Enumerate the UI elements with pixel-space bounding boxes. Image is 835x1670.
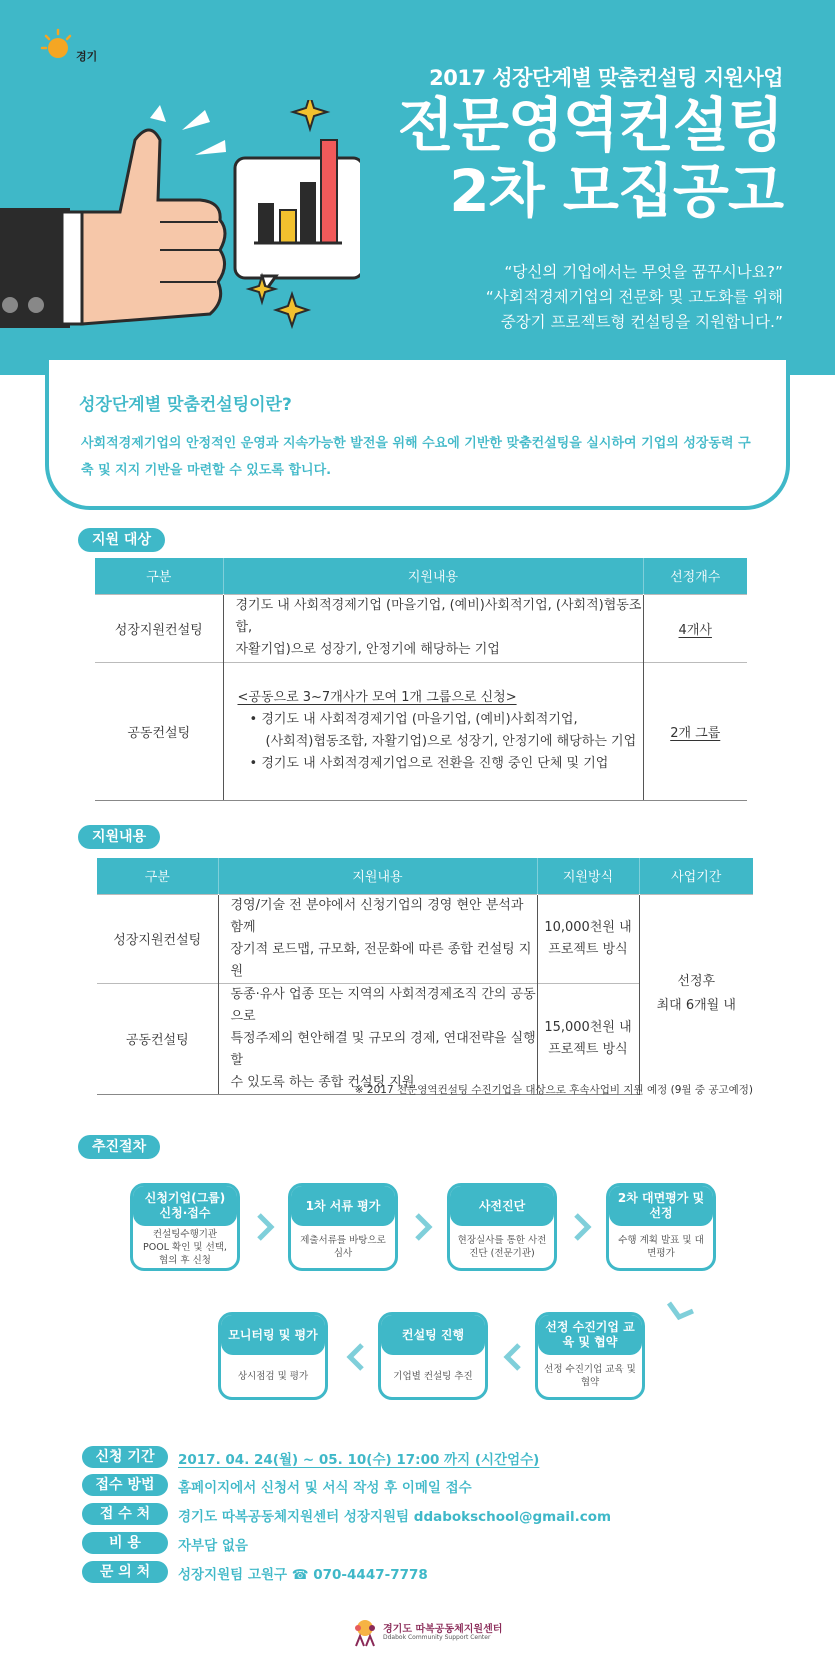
period-line: 선정후 (677, 974, 716, 990)
content-table (97, 858, 753, 1095)
hero-subtitle: 2017 성장단계별 맞춤컨설팅 지원사업 (429, 66, 783, 90)
row-count (643, 594, 747, 662)
bar-3 (300, 182, 316, 243)
hero-quote (486, 260, 783, 335)
step-desc: 현장실사를 통한 사전진단 (전문기관) (457, 1235, 547, 1259)
step-title: 신청기업(그룹) 신청·접수 (133, 1186, 237, 1226)
footer-org-name-en: Ddabok Community Support Center (383, 1634, 491, 1641)
process-step-5 (535, 1312, 645, 1400)
hero-title-line2: 2차 모집공고 (449, 157, 783, 225)
step-desc: 수행 계획 발표 및 대면평가 (618, 1235, 704, 1259)
chart-bubble (235, 158, 360, 278)
chevron-right-icon (571, 1212, 593, 1242)
chevron-left-icon (345, 1342, 367, 1372)
chevron-down-left-icon (666, 1300, 696, 1322)
step-title: 모니터링 및 평가 (221, 1315, 325, 1355)
target-table (95, 558, 747, 801)
logo-text: 경기 (76, 50, 98, 63)
bullet-item: • 경기도 내 사회적경제기업으로 전환을 진행 중인 단체 및 기업 (249, 756, 609, 771)
step-title: 선정 수진기업 교육 및 협약 (538, 1315, 642, 1355)
info-value: 성장지원팀 고원구 ☎ 070-4447-7778 (178, 1567, 428, 1583)
column-header: 지원내용 (223, 558, 643, 594)
info-label: 문 의 처 (82, 1561, 168, 1583)
content-line: 수 있도록 하는 종합 컨설팅 지원 (230, 1074, 415, 1090)
bullet-text-cont: (사회적)협동조합, 자활기업)으로 성장기, 안정기에 해당하는 기업 (265, 734, 637, 749)
info-value: 자부담 없음 (178, 1538, 248, 1554)
content-note: ※ 2017 전문영역컨설팅 수진기업을 대상으로 후속사업비 지원 예정 (9월 중 공고예정) (354, 1084, 753, 1096)
sparkle-icon (293, 100, 327, 129)
row-type: 공동컨설팅 (97, 983, 218, 1094)
bar-4 (321, 140, 337, 243)
thumbs-up-illustration (0, 100, 360, 370)
section-process-title: 추진절차 (78, 1135, 160, 1159)
bullet-text: 경기도 내 사회적경제기업으로 전환을 진행 중인 단체 및 기업 (261, 756, 609, 771)
step-desc: 기업별 컨설팅 추진 (393, 1370, 473, 1382)
process-step-3 (447, 1183, 557, 1271)
info-label: 비 용 (82, 1532, 168, 1554)
process-step-7 (218, 1312, 328, 1400)
chevron-left-icon (502, 1342, 524, 1372)
row-type: 성장지원컨설팅 (95, 594, 223, 662)
table-header-row (95, 558, 747, 594)
info-value: 경기도 따복공동체지원센터 성장지원팀 ddabokschool@gmail.com (178, 1509, 612, 1525)
button-dot-1 (2, 297, 18, 313)
content-line: 장기적 로드맵, 규모화, 전문화에 따른 종합 컨설팅 지원 (230, 941, 532, 979)
step-desc: 컨설팅수행기관 POOL 확인 및 선택, 협의 후 신청 (143, 1228, 227, 1266)
row-type: 공동컨설팅 (95, 662, 223, 800)
column-header: 선정개수 (643, 558, 747, 594)
column-header: 구분 (95, 558, 223, 594)
column-header: 지원내용 (218, 858, 537, 894)
sun-logo-icon (40, 28, 76, 64)
step-title: 컨설팅 진행 (381, 1315, 485, 1355)
row-content (223, 594, 643, 662)
content-line: 경영/기술 전 분야에서 신청기업의 경영 현안 분석과 함께 (230, 897, 524, 935)
bar-2 (280, 210, 296, 243)
hand-shape (82, 130, 225, 324)
quote-line2: “사회적경제기업의 전문화 및 고도화를 위해 (485, 288, 783, 306)
chevron-right-icon (412, 1212, 434, 1242)
info-label: 접 수 처 (82, 1503, 168, 1525)
chevron-right-icon (254, 1212, 276, 1242)
info-label: 신청 기간 (82, 1446, 168, 1468)
info-label: 접수 방법 (82, 1474, 168, 1496)
gyeonggi-logo (38, 28, 98, 68)
bar-1 (258, 203, 274, 243)
row-content (218, 894, 537, 983)
info-value: 홈페이지에서 신청서 및 서식 작성 후 이메일 접수 (178, 1480, 472, 1496)
method-line: 15,000천원 내 (544, 1019, 632, 1035)
table-header-row (97, 858, 753, 894)
bullet-text: 경기도 내 사회적경제기업 (마을기업, (예비)사회적기업, (261, 712, 578, 727)
period-cell (639, 894, 753, 1094)
hero-banner (0, 0, 835, 375)
table-row (97, 894, 753, 983)
burst-lines (150, 105, 226, 155)
bullet-item: • 경기도 내 사회적경제기업 (마을기업, (예비)사회적기업, (249, 712, 578, 727)
method-line: 프로젝트 방식 (548, 941, 628, 957)
period-line: 최대 6개월 내 (656, 998, 736, 1014)
row-count (643, 662, 747, 800)
content-line: 경기도 내 사회적경제기업 (마을기업, (예비)사회적기업, (사회적)협동조합, (235, 598, 642, 635)
content-line: 특정주제의 현안해결 및 규모의 경제, 연대전략을 실행할 (230, 1030, 536, 1068)
button-dot-2 (28, 297, 44, 313)
row-content (218, 983, 537, 1094)
content-line: 동종·유사 업종 또는 지역의 사회적경제조직 간의 공동으로 (230, 986, 536, 1024)
quote-line1: “당신의 기업에서는 무엇을 꿈꾸시나요?” (504, 263, 783, 281)
intro-box (45, 360, 790, 510)
row-method (537, 894, 639, 983)
cuff-shape (62, 212, 82, 324)
method-line: 프로젝트 방식 (548, 1041, 628, 1057)
method-line: 10,000천원 내 (544, 919, 632, 935)
row-content (223, 662, 643, 800)
section-content-title: 지원내용 (78, 825, 160, 849)
step-title: 1차 서류 평가 (291, 1186, 395, 1226)
count-value: 4개사 (678, 622, 712, 638)
count-value: 2개 그룹 (670, 725, 721, 741)
footer-org-name: 경기도 따복공동체지원센터 (383, 1624, 503, 1635)
row-method (537, 983, 639, 1094)
content-head: <공동으로 3~7개사가 모여 1개 그룹으로 신청> (237, 690, 517, 705)
community-logo-icon (350, 1618, 380, 1648)
hero-title (398, 92, 783, 224)
footer-logo (350, 1618, 510, 1648)
table-row (95, 662, 747, 800)
table-row (95, 594, 747, 662)
hero-title-line1: 전문영역컨설팅 (397, 91, 783, 159)
intro-heading: 성장단계별 맞춤컨설팅이란? (79, 395, 292, 415)
column-header: 구분 (97, 858, 218, 894)
column-header: 지원방식 (537, 858, 639, 894)
section-target-title: 지원 대상 (78, 528, 165, 552)
process-step-6 (378, 1312, 488, 1400)
column-header: 사업기간 (639, 858, 753, 894)
process-step-1 (130, 1183, 240, 1271)
step-title: 사전진단 (450, 1186, 554, 1226)
content-line: 자활기업)으로 성장기, 안정기에 해당하는 기업 (235, 642, 500, 657)
step-desc: 선정 수진기업 교육 및 협약 (544, 1364, 636, 1388)
quote-line3: 중장기 프로젝트형 컨설팅을 지원합니다.” (500, 313, 783, 331)
process-step-4 (606, 1183, 716, 1271)
row-type: 성장지원컨설팅 (97, 894, 218, 983)
info-value: 2017. 04. 24(월) ~ 05. 10(수) 17:00 까지 (시간엄수) (178, 1452, 540, 1468)
step-desc: 상시점검 및 평가 (237, 1370, 309, 1382)
sparkle-icon-3 (276, 294, 308, 326)
intro-text: 사회적경제기업의 안정적인 운영과 지속가능한 발전을 위해 수요에 기반한 맞춤컨설팅을 실시하여 기업의 성장동력 구축 및 지지 기반을 마련할 수 있도록 합니다. (81, 436, 751, 478)
process-step-2 (288, 1183, 398, 1271)
step-desc: 제출서류를 바탕으로 심사 (300, 1235, 386, 1259)
step-title: 2차 대면평가 및 선정 (609, 1186, 713, 1226)
